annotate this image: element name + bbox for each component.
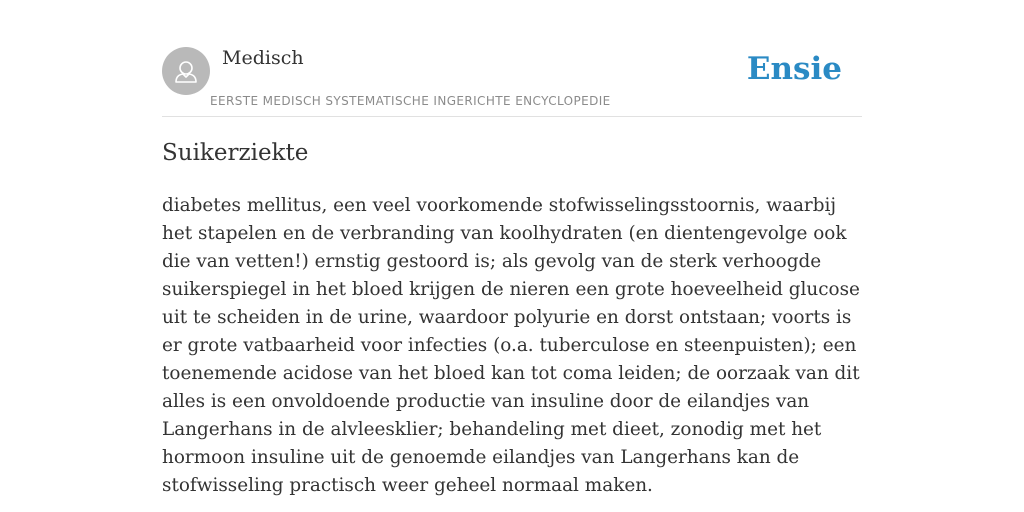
source-subtitle: EERSTE MEDISCH SYSTEMATISCHE INGERICHTE ENCYCLOPEDIE: [210, 94, 611, 108]
page-title: Suikerziekte: [162, 140, 309, 166]
ensie-logo[interactable]: Ensie: [746, 51, 842, 87]
author-name[interactable]: Medisch: [222, 47, 304, 69]
user-icon: [162, 47, 210, 95]
header: [162, 46, 862, 117]
article-body: diabetes mellitus, een veel voorkomende stofwisselingsstoornis, waarbij het stapelen en de verbranding van koolhydraten (en dientengevolge ook die van vetten!) ernstig gestoord is; als gevolg van de sterk verhoogde suikerspiegel in het bloed krijgen de nieren een grote hoeveelheid glucose uit te scheiden in de urine, waardoor polyurie en dorst ontstaan; voorts is er grote vatbaarheid voor infecties (o.a. tuberculose en steenpuisten); een toenemende acidose van het bloed kan tot coma leiden; de oorzaak van dit alles is een onvoldoende productie van insuline door de eilandjes van Langerhans in de alvleesklier; behandeling met dieet, zonodig met het hormoon insuline uit de genoemde eilandjes van Langerhans kan de stofwisseling practisch weer geheel normaal maken.: [162, 195, 860, 496]
avatar[interactable]: [162, 47, 210, 95]
